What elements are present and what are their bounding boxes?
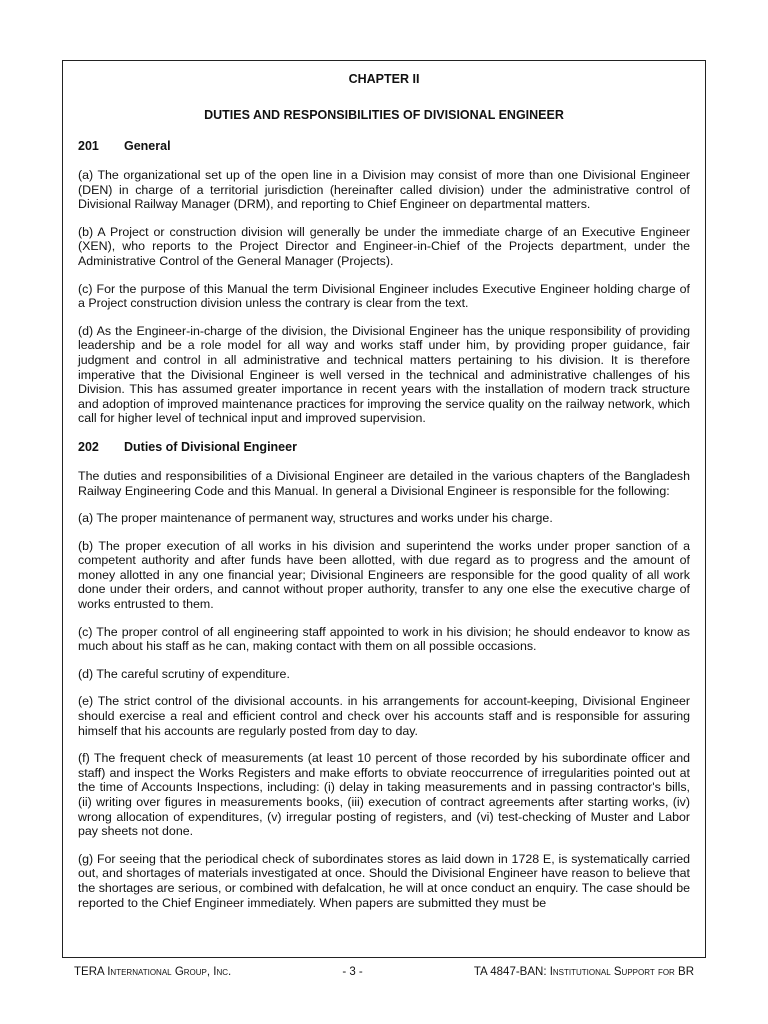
paragraph-202-f: (f) The frequent check of measurements (at least 10 percent of those recorded by his subordinate officer and staff) and inspect the Works Registers and make efforts to obviate reoccurrence of irregularities pointed out at the time of Accounts Inspections, including: (i) delay in taking measurements and in passing contractor's bills, (ii) writing over figures in measurements books, (iii) execution of contract agreements after starting works, (iv) wrong allocation of expenditures, (v) irregular posting of registers, and (vi) test-checking of Muster and Labor pay sheets not done.	[78, 751, 690, 839]
paragraph-202-a: (a) The proper maintenance of permanent way, structures and works under his charge.	[78, 511, 553, 526]
page-content	[78, 69, 690, 910]
paragraph-202-e: (e) The strict control of the divisional accounts. in his arrangements for account-keeping, Divisional Engineer should exercise a real and efficient control and check over his accounts staff and is responsible for assuring himself that his accounts are regularly posted from day to day.	[78, 694, 690, 738]
paragraph-202-intro: The duties and responsibilities of a Divisional Engineer are detailed in the various chapters of the Bangladesh Railway Engineering Code and this Manual. In general a Divisional Engineer is responsible for the following:	[78, 468, 690, 498]
page-footer	[74, 965, 694, 979]
paragraph-201-c: (c) For the purpose of this Manual the term Divisional Engineer includes Executive Engineer holding charge of a Project construction division unless the contrary is clear from the text.	[78, 281, 690, 311]
section-title: General	[124, 139, 171, 153]
paragraph-202-g: (g) For seeing that the periodical check of subordinates stores as laid down in 1728 E, is systematically carried out, and shortages of materials investigated at once. Should the Divisional Engineer have reason to believe that the shortages are serious, or combined with defalcation, he will at once conduct an enquiry. The case should be reported to the Chief Engineer immediately. When papers are submitted they must be	[78, 851, 690, 910]
section-number: 201	[78, 139, 99, 153]
footer-right: TA 4847-BAN: Institutional Support for BR	[473, 966, 694, 978]
page-frame	[62, 60, 706, 958]
paragraph-201-d: (d) As the Engineer-in-charge of the division, the Divisional Engineer has the unique responsibility of providing leadership and be a role model for all way and works staff under him, by providing proper guidance, fair judgment and control in all administrative and technical matters pertaining to his division. It is therefore imperative that the Divisional Engineer is well versed in the technical and administrative challenges of his Division. This has assumed greater importance in recent years with the installation of modern track structure and adoption of improved maintenance practices for improving the service quality on the railway network, which call for higher level of technical input and improved supervision.	[78, 323, 690, 426]
page-number: - 3 -	[342, 966, 363, 978]
footer-left: TERA International Group, Inc.	[74, 966, 232, 978]
paragraph-202-c: (c) The proper control of all engineering staff appointed to work in his division; he should endeavor to know as much about his staff as he can, making contact with them on all possible occasions.	[78, 624, 690, 654]
chapter-number: CHAPTER II	[348, 72, 420, 86]
section-number: 202	[78, 439, 99, 454]
paragraph-202-d: (d) The careful scrutiny of expenditure.	[78, 666, 290, 681]
paragraph-201-b: (b) A Project or construction division will generally be under the immediate charge of an Executive Engineer (XEN), who reports to the Project Director and Engineer-in-Chief of the Projects department, under the Administrative Control of the General Manager (Projects).	[78, 224, 690, 268]
section-heading-202	[78, 438, 690, 456]
section-heading-201	[78, 137, 690, 155]
chapter-title: DUTIES AND RESPONSIBILITIES OF DIVISIONAL ENGINEER	[204, 108, 564, 122]
paragraph-201-a: (a) The organizational set up of the open line in a Division may consist of more than one Divisional Engineer (DEN) in charge of a territorial jurisdiction (hereinafter called division) under the administrative control of Divisional Railway Manager (DRM), and reporting to Chief Engineer on departmental matters.	[78, 168, 690, 212]
paragraph-202-b: (b) The proper execution of all works in his division and superintend the works under proper sanction of a competent authority and after funds have been allotted, with due regard as to progress and the amount of money allotted in any one financial year; Divisional Engineers are responsible for the good quality of all work done under their orders, and cannot without proper authority, transfer to any one else the executive charge of works entrusted to them.	[78, 538, 690, 612]
section-title: Duties of Divisional Engineer	[124, 439, 297, 454]
